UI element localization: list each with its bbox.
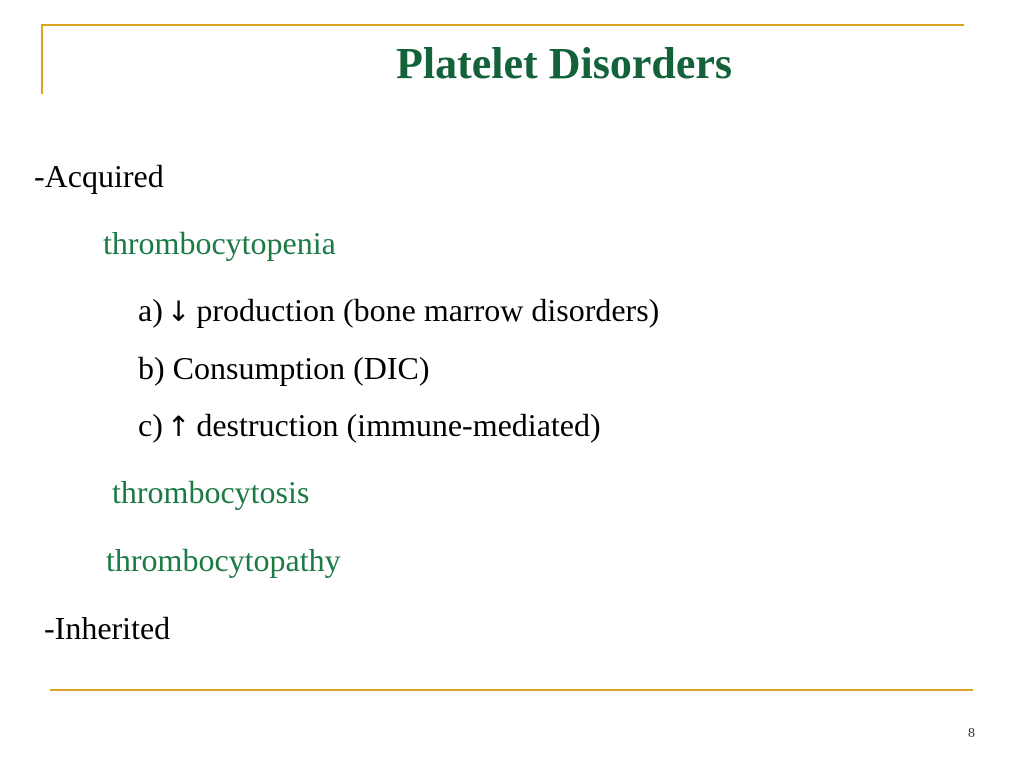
inherited-heading: -Inherited <box>44 610 171 646</box>
acquired-heading: -Acquired <box>34 158 164 194</box>
cause-prefix: c) <box>138 407 163 443</box>
thrombocytopathy-label: thrombocytopathy <box>106 542 341 578</box>
down-arrow-icon: ↓ <box>166 295 191 328</box>
slide-title: Platelet Disorders <box>396 39 732 88</box>
cause-item-c <box>138 407 601 444</box>
top-rule <box>41 24 964 26</box>
cause-item-a <box>138 292 659 329</box>
cause-text: production (bone marrow disorders) <box>196 292 660 328</box>
cause-text: Consumption (DIC) <box>172 350 430 386</box>
cause-prefix: a) <box>138 292 163 328</box>
bottom-rule <box>50 689 973 691</box>
left-rule <box>41 24 43 94</box>
cause-prefix: b) <box>138 350 165 386</box>
cause-item-b <box>138 350 430 387</box>
cause-text: destruction (immune-mediated) <box>196 407 601 443</box>
thrombocytopenia-label: thrombocytopenia <box>103 225 336 261</box>
page-number: 8 <box>968 726 975 741</box>
thrombocytosis-label: thrombocytosis <box>112 474 310 510</box>
up-arrow-icon: ↑ <box>166 410 191 443</box>
